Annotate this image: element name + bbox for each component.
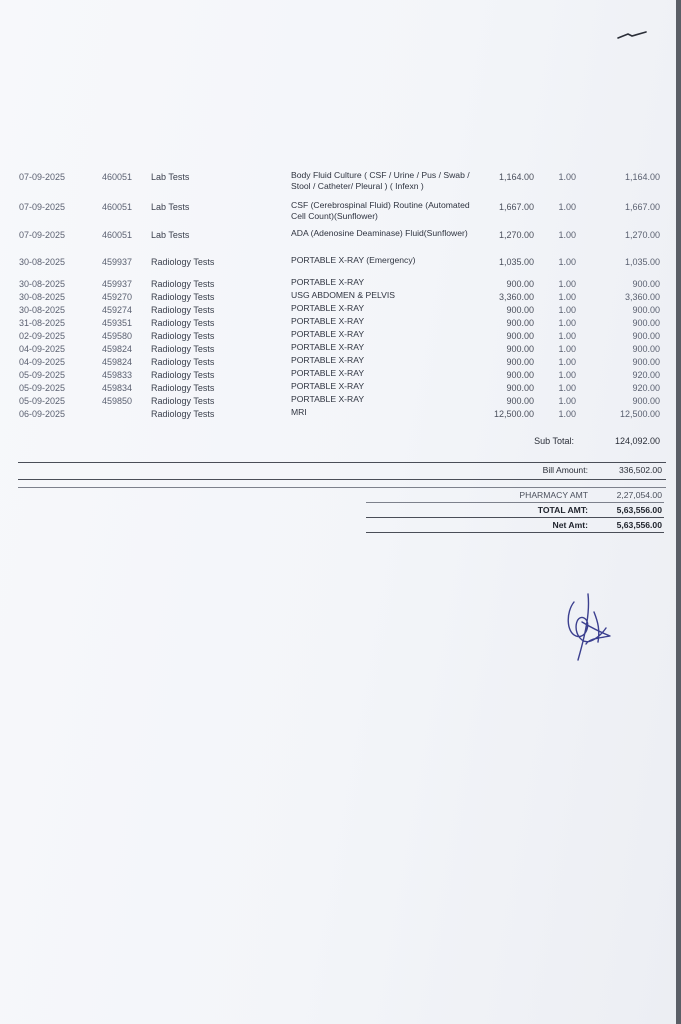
row-department: Radiology Tests (151, 344, 215, 354)
row-date: 05-09-2025 (19, 383, 66, 393)
row-description: ADA (Adenosine Deaminase) Fluid(Sunflower) (291, 228, 468, 238)
row-department: Radiology Tests (151, 357, 215, 367)
row-department: Radiology Tests (151, 279, 215, 289)
row-date: 06-09-2025 (19, 409, 66, 419)
row-department: Radiology Tests (151, 305, 215, 315)
row-description: PORTABLE X-RAY (291, 394, 365, 404)
row-qty: 1.00 (558, 383, 576, 393)
row-number: 459850 (102, 396, 133, 406)
divider-line (18, 487, 666, 488)
row-department: Radiology Tests (151, 370, 215, 380)
row-rate: 1,035.00 (498, 257, 534, 267)
total-amount-value: 5,63,556.00 (616, 505, 662, 515)
row-qty: 1.00 (558, 279, 576, 289)
row-qty: 1.00 (558, 172, 576, 182)
row-rate: 900.00 (506, 357, 534, 367)
row-rate: 900.00 (506, 318, 534, 328)
row-amount: 900.00 (632, 396, 660, 406)
divider-line (366, 517, 664, 518)
pharmacy-amount-value: 2,27,054.00 (616, 490, 662, 500)
row-number: 460051 (102, 172, 133, 182)
divider-line (18, 479, 666, 480)
row-description: PORTABLE X-RAY (291, 342, 365, 352)
row-number: 459824 (102, 344, 133, 354)
row-department: Radiology Tests (151, 292, 215, 302)
row-number: 459937 (102, 257, 133, 267)
bill-amount-row (0, 465, 676, 477)
row-department: Radiology Tests (151, 257, 215, 267)
row-date: 07-09-2025 (19, 230, 66, 240)
row-amount: 1,667.00 (624, 202, 660, 212)
row-number: 459270 (102, 292, 133, 302)
divider-line (366, 502, 664, 503)
row-number: 460051 (102, 202, 133, 212)
line-items-table (0, 0, 676, 430)
row-amount: 1,270.00 (624, 230, 660, 240)
row-rate: 900.00 (506, 383, 534, 393)
row-amount: 1,035.00 (624, 257, 660, 267)
bill-amount-value: 336,502.00 (618, 465, 662, 475)
row-qty: 1.00 (558, 357, 576, 367)
row-amount: 1,164.00 (624, 172, 660, 182)
row-qty: 1.00 (558, 409, 576, 419)
bill-amount-label: Bill Amount: (542, 465, 588, 475)
row-number: 459351 (102, 318, 133, 328)
row-department: Radiology Tests (151, 396, 215, 406)
row-qty: 1.00 (558, 318, 576, 328)
row-qty: 1.00 (558, 396, 576, 406)
row-amount: 900.00 (632, 279, 660, 289)
row-description: PORTABLE X-RAY (291, 303, 365, 313)
row-rate: 900.00 (506, 279, 534, 289)
row-amount: 3,360.00 (624, 292, 660, 302)
pharmacy-amount-label: PHARMACY AMT (519, 490, 588, 500)
row-description: PORTABLE X-RAY (291, 355, 365, 365)
row-description: CSF (Cerebrospinal Fluid) Routine (Automated Cell Count)(Sunflower) (291, 200, 470, 221)
row-description: PORTABLE X-RAY (291, 316, 365, 326)
row-description: USG ABDOMEN & PELVIS (291, 290, 395, 300)
row-rate: 1,667.00 (498, 202, 534, 212)
row-date: 04-09-2025 (19, 357, 66, 367)
row-rate: 900.00 (506, 370, 534, 380)
net-amount-label: Net Amt: (552, 520, 588, 530)
row-number: 459834 (102, 383, 133, 393)
total-amount-label: TOTAL AMT: (537, 505, 588, 515)
row-number: 459274 (102, 305, 133, 315)
net-amount-value: 5,63,556.00 (616, 520, 662, 530)
table-row (0, 170, 676, 191)
row-qty: 1.00 (558, 370, 576, 380)
row-description: PORTABLE X-RAY (291, 381, 365, 391)
divider-line (18, 462, 666, 463)
row-department: Lab Tests (151, 230, 190, 240)
row-date: 04-09-2025 (19, 344, 66, 354)
row-qty: 1.00 (558, 202, 576, 212)
row-description: PORTABLE X-RAY (291, 329, 365, 339)
row-qty: 1.00 (558, 331, 576, 341)
table-row (0, 200, 676, 221)
row-amount: 900.00 (632, 357, 660, 367)
row-rate: 900.00 (506, 331, 534, 341)
table-row (0, 409, 676, 423)
row-amount: 900.00 (632, 318, 660, 328)
row-date: 31-08-2025 (19, 318, 66, 328)
row-amount: 920.00 (632, 383, 660, 393)
row-date: 07-09-2025 (19, 202, 66, 212)
row-department: Radiology Tests (151, 318, 215, 328)
signature (560, 592, 616, 668)
row-rate: 900.00 (506, 305, 534, 315)
row-qty: 1.00 (558, 230, 576, 240)
row-rate: 1,164.00 (498, 172, 534, 182)
pharmacy-amount-row (0, 490, 676, 502)
row-date: 02-09-2025 (19, 331, 66, 341)
row-date: 30-08-2025 (19, 292, 66, 302)
row-qty: 1.00 (558, 257, 576, 267)
row-number: 459833 (102, 370, 133, 380)
row-date: 05-09-2025 (19, 396, 66, 406)
row-date: 05-09-2025 (19, 370, 66, 380)
row-rate: 12,500.00 (493, 409, 534, 419)
divider-line (366, 532, 664, 533)
row-department: Radiology Tests (151, 409, 215, 419)
row-amount: 900.00 (632, 305, 660, 315)
row-number: 459937 (102, 279, 133, 289)
table-row (0, 230, 676, 244)
row-department: Radiology Tests (151, 383, 215, 393)
row-qty: 1.00 (558, 344, 576, 354)
row-rate: 3,360.00 (498, 292, 534, 302)
row-date: 30-08-2025 (19, 305, 66, 315)
net-amount-row (0, 520, 676, 532)
row-amount: 920.00 (632, 370, 660, 380)
sub-total-row (0, 436, 676, 450)
total-amount-row (0, 505, 676, 517)
row-description: PORTABLE X-RAY (291, 277, 365, 287)
row-number: 460051 (102, 230, 133, 240)
row-description: PORTABLE X-RAY (Emergency) (291, 255, 416, 265)
row-amount: 900.00 (632, 344, 660, 354)
row-department: Lab Tests (151, 172, 190, 182)
row-qty: 1.00 (558, 292, 576, 302)
row-qty: 1.00 (558, 305, 576, 315)
row-department: Radiology Tests (151, 331, 215, 341)
row-date: 30-08-2025 (19, 257, 66, 267)
row-number: 459824 (102, 357, 133, 367)
row-date: 07-09-2025 (19, 172, 66, 182)
row-department: Lab Tests (151, 202, 190, 212)
row-description: PORTABLE X-RAY (291, 368, 365, 378)
row-amount: 900.00 (632, 331, 660, 341)
row-rate: 900.00 (506, 344, 534, 354)
row-description: MRI (291, 407, 307, 417)
row-number: 459580 (102, 331, 133, 341)
row-description: Body Fluid Culture ( CSF / Urine / Pus / Swab / Stool / Catheter/ Pleural ) ( Infexn ) (291, 170, 470, 191)
row-date: 30-08-2025 (19, 279, 66, 289)
sub-total-label: Sub Total: (534, 436, 574, 446)
row-amount: 12,500.00 (619, 409, 660, 419)
table-row (0, 257, 676, 271)
row-rate: 1,270.00 (498, 230, 534, 240)
sub-total-value: 124,092.00 (614, 436, 660, 446)
row-rate: 900.00 (506, 396, 534, 406)
